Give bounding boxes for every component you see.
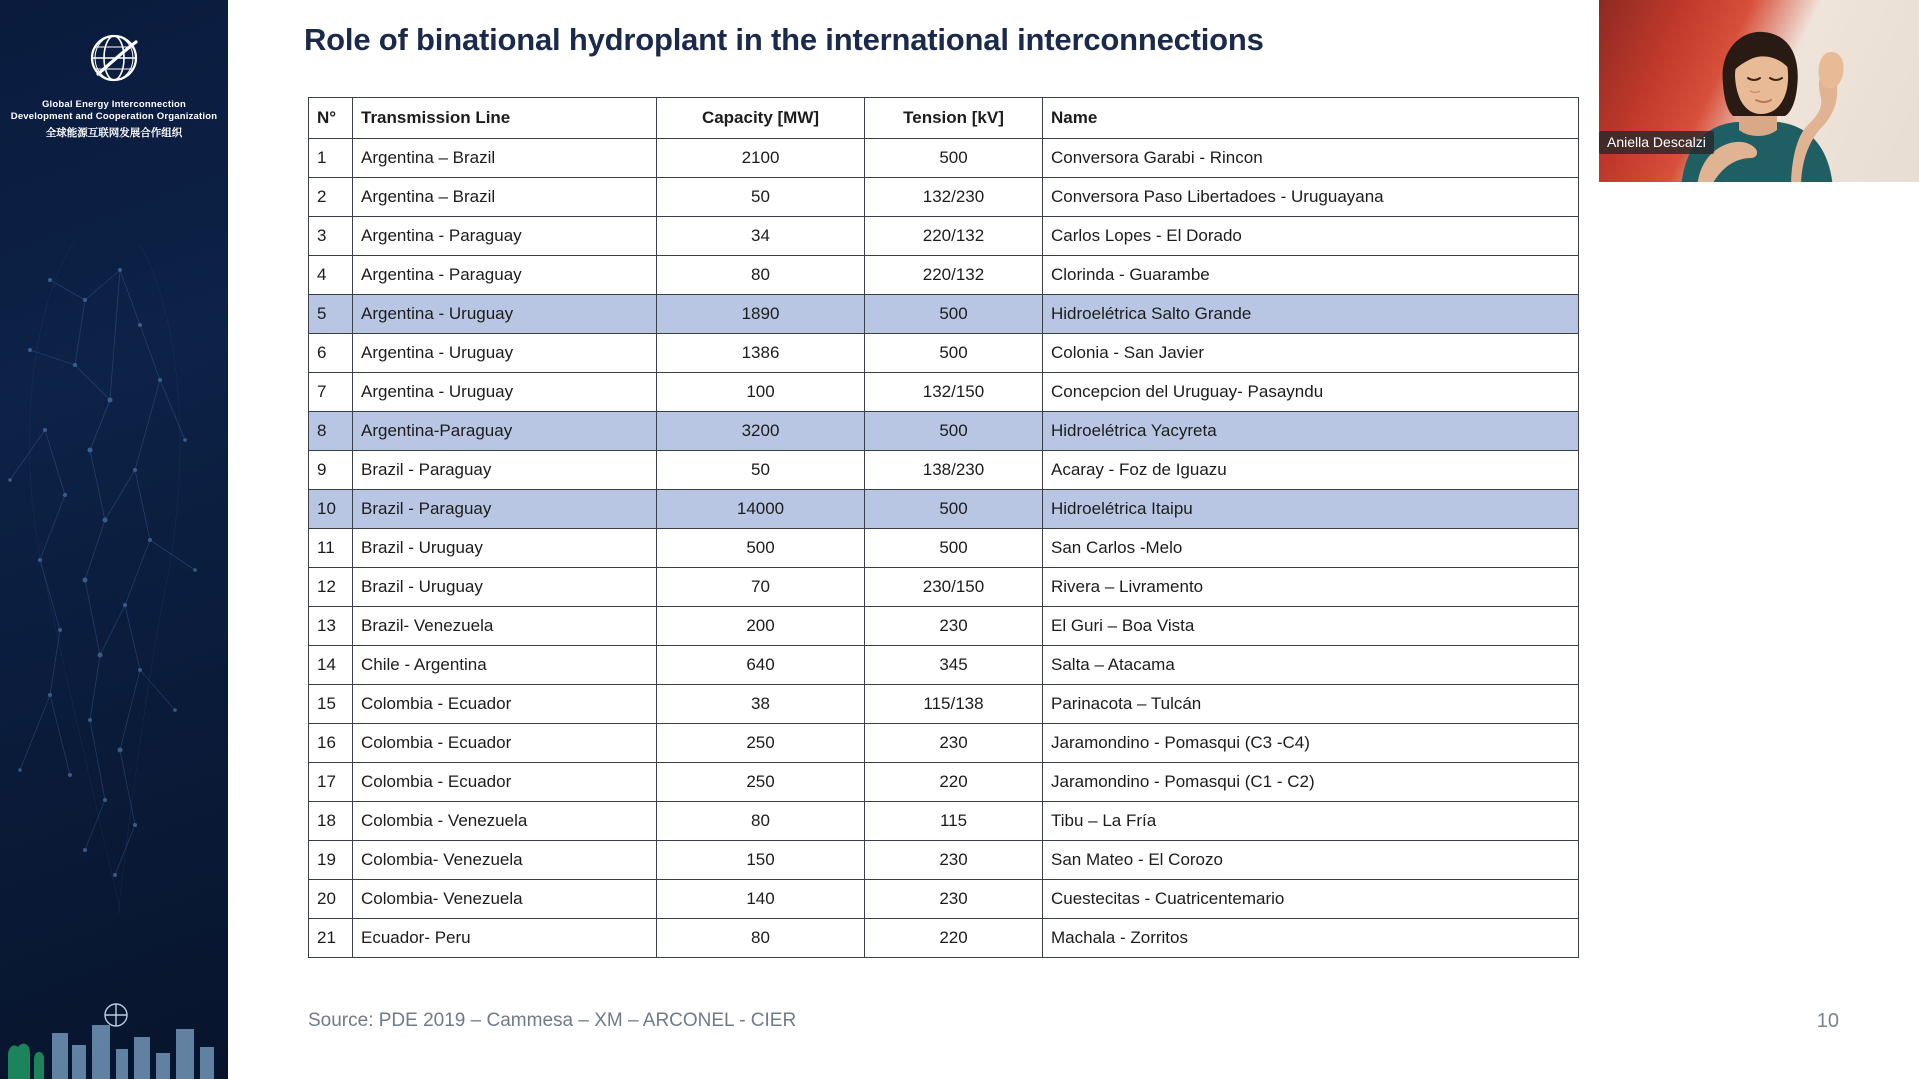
table-row xyxy=(309,217,1579,256)
cell-capacity: 140 xyxy=(657,880,865,919)
cell-transmission-line: Argentina - Uruguay xyxy=(353,295,657,334)
city-skyline-graphic xyxy=(0,959,228,1079)
cell-no: 14 xyxy=(309,646,353,685)
cell-transmission-line: Argentina - Paraguay xyxy=(353,256,657,295)
cell-capacity: 2100 xyxy=(657,139,865,178)
cell-no: 20 xyxy=(309,880,353,919)
cell-tension: 345 xyxy=(865,646,1043,685)
cell-tension: 230 xyxy=(865,841,1043,880)
cell-transmission-line: Argentina – Brazil xyxy=(353,178,657,217)
table-row xyxy=(309,529,1579,568)
cell-capacity: 100 xyxy=(657,373,865,412)
table-row xyxy=(309,880,1579,919)
table-row xyxy=(309,412,1579,451)
table-row xyxy=(309,802,1579,841)
cell-name: Conversora Paso Libertadoes - Uruguayana xyxy=(1043,178,1579,217)
cell-transmission-line: Colombia- Venezuela xyxy=(353,880,657,919)
cell-transmission-line: Colombia - Ecuador xyxy=(353,763,657,802)
cell-tension: 500 xyxy=(865,412,1043,451)
interconnections-table xyxy=(308,97,1579,958)
source-note: Source: PDE 2019 – Cammesa – XM – ARCONEL - CIER xyxy=(308,1010,797,1031)
cell-capacity: 250 xyxy=(657,724,865,763)
table-header-row xyxy=(309,98,1579,139)
cell-name: Machala - Zorritos xyxy=(1043,919,1579,958)
table-row xyxy=(309,919,1579,958)
cell-name: Conversora Garabi - Rincon xyxy=(1043,139,1579,178)
interconnections-table-wrap xyxy=(308,97,1578,958)
page-number: 10 xyxy=(1816,1010,1839,1032)
cell-name: Parinacota – Tulcán xyxy=(1043,685,1579,724)
cell-transmission-line: Colombia - Venezuela xyxy=(353,802,657,841)
video-participant-tile[interactable] xyxy=(1599,0,1919,182)
cell-name: Cuestecitas - Cuatricentemario xyxy=(1043,880,1579,919)
cell-no: 16 xyxy=(309,724,353,763)
column-header-name: Name xyxy=(1043,98,1579,139)
cell-capacity: 80 xyxy=(657,802,865,841)
cell-no: 2 xyxy=(309,178,353,217)
cell-tension: 138/230 xyxy=(865,451,1043,490)
cell-capacity: 34 xyxy=(657,217,865,256)
cell-capacity: 500 xyxy=(657,529,865,568)
cell-tension: 220 xyxy=(865,919,1043,958)
cell-transmission-line: Brazil - Paraguay xyxy=(353,451,657,490)
cell-name: San Mateo - El Corozo xyxy=(1043,841,1579,880)
cell-transmission-line: Argentina-Paraguay xyxy=(353,412,657,451)
table-row xyxy=(309,139,1579,178)
cell-name: Hidroelétrica Salto Grande xyxy=(1043,295,1579,334)
table-body xyxy=(309,139,1579,958)
cell-capacity: 200 xyxy=(657,607,865,646)
world-map-graphic xyxy=(0,150,228,950)
cell-tension: 115 xyxy=(865,802,1043,841)
cell-transmission-line: Chile - Argentina xyxy=(353,646,657,685)
table-row xyxy=(309,490,1579,529)
cell-transmission-line: Ecuador- Peru xyxy=(353,919,657,958)
cell-name: Colonia - San Javier xyxy=(1043,334,1579,373)
cell-capacity: 3200 xyxy=(657,412,865,451)
cell-name: Salta – Atacama xyxy=(1043,646,1579,685)
cell-name: Hidroelétrica Yacyreta xyxy=(1043,412,1579,451)
cell-transmission-line: Brazil - Uruguay xyxy=(353,568,657,607)
cell-no: 12 xyxy=(309,568,353,607)
cell-transmission-line: Brazil- Venezuela xyxy=(353,607,657,646)
cell-no: 9 xyxy=(309,451,353,490)
table-row xyxy=(309,295,1579,334)
table-row xyxy=(309,568,1579,607)
cell-capacity: 80 xyxy=(657,919,865,958)
cell-transmission-line: Brazil - Paraguay xyxy=(353,490,657,529)
table-header xyxy=(309,98,1579,139)
cell-name: Jaramondino - Pomasqui (C1 - C2) xyxy=(1043,763,1579,802)
cell-tension: 220 xyxy=(865,763,1043,802)
cell-name: Hidroelétrica Itaipu xyxy=(1043,490,1579,529)
cell-no: 3 xyxy=(309,217,353,256)
table-row xyxy=(309,451,1579,490)
cell-tension: 230 xyxy=(865,724,1043,763)
table-row xyxy=(309,607,1579,646)
cell-name: El Guri – Boa Vista xyxy=(1043,607,1579,646)
cell-capacity: 640 xyxy=(657,646,865,685)
cell-no: 19 xyxy=(309,841,353,880)
cell-tension: 220/132 xyxy=(865,217,1043,256)
cell-capacity: 150 xyxy=(657,841,865,880)
org-name-chinese: 全球能源互联网发展合作组织 xyxy=(45,127,183,139)
cell-capacity: 1386 xyxy=(657,334,865,373)
cell-transmission-line: Colombia - Ecuador xyxy=(353,685,657,724)
cell-no: 1 xyxy=(309,139,353,178)
cell-tension: 500 xyxy=(865,529,1043,568)
table-row xyxy=(309,724,1579,763)
table-row xyxy=(309,841,1579,880)
participant-video-image xyxy=(1651,18,1866,182)
cell-tension: 115/138 xyxy=(865,685,1043,724)
organization-logo xyxy=(0,28,228,141)
cell-no: 17 xyxy=(309,763,353,802)
participant-name-label: Aniella Descalzi xyxy=(1599,131,1714,154)
table-row xyxy=(309,685,1579,724)
cell-name: Concepcion del Uruguay- Pasayndu xyxy=(1043,373,1579,412)
cell-transmission-line: Argentina - Paraguay xyxy=(353,217,657,256)
cell-capacity: 250 xyxy=(657,763,865,802)
cell-tension: 220/132 xyxy=(865,256,1043,295)
cell-tension: 132/150 xyxy=(865,373,1043,412)
cell-name: Tibu – La Fría xyxy=(1043,802,1579,841)
cell-no: 10 xyxy=(309,490,353,529)
globe-grid-icon xyxy=(84,28,144,88)
cell-transmission-line: Colombia- Venezuela xyxy=(353,841,657,880)
cell-capacity: 14000 xyxy=(657,490,865,529)
cell-tension: 230 xyxy=(865,607,1043,646)
cell-transmission-line: Argentina - Uruguay xyxy=(353,373,657,412)
table-row xyxy=(309,256,1579,295)
cell-tension: 500 xyxy=(865,334,1043,373)
cell-transmission-line: Brazil - Uruguay xyxy=(353,529,657,568)
cell-no: 15 xyxy=(309,685,353,724)
cell-no: 6 xyxy=(309,334,353,373)
cell-tension: 500 xyxy=(865,295,1043,334)
cell-tension: 500 xyxy=(865,139,1043,178)
cell-name: Rivera – Livramento xyxy=(1043,568,1579,607)
column-header-line: Transmission Line xyxy=(353,98,657,139)
cell-tension: 500 xyxy=(865,490,1043,529)
cell-capacity: 70 xyxy=(657,568,865,607)
cell-no: 11 xyxy=(309,529,353,568)
cell-transmission-line: Argentina - Uruguay xyxy=(353,334,657,373)
table-row xyxy=(309,646,1579,685)
cell-name: San Carlos -Melo xyxy=(1043,529,1579,568)
cell-capacity: 1890 xyxy=(657,295,865,334)
slide-sidebar xyxy=(0,0,228,1079)
org-name-line2: Development and Cooperation Organization xyxy=(10,111,218,122)
cell-tension: 132/230 xyxy=(865,178,1043,217)
cell-no: 4 xyxy=(309,256,353,295)
table-row xyxy=(309,334,1579,373)
cell-capacity: 38 xyxy=(657,685,865,724)
column-header-tension: Tension [kV] xyxy=(865,98,1043,139)
cell-capacity: 80 xyxy=(657,256,865,295)
cell-no: 7 xyxy=(309,373,353,412)
cell-no: 21 xyxy=(309,919,353,958)
cell-no: 5 xyxy=(309,295,353,334)
table-row xyxy=(309,763,1579,802)
cell-name: Clorinda - Guarambe xyxy=(1043,256,1579,295)
cell-no: 18 xyxy=(309,802,353,841)
table-row xyxy=(309,178,1579,217)
cell-transmission-line: Argentina – Brazil xyxy=(353,139,657,178)
cell-no: 13 xyxy=(309,607,353,646)
cell-transmission-line: Colombia - Ecuador xyxy=(353,724,657,763)
cell-tension: 230/150 xyxy=(865,568,1043,607)
cell-name: Carlos Lopes - El Dorado xyxy=(1043,217,1579,256)
org-name-line1: Global Energy Interconnection xyxy=(41,99,187,110)
cell-name: Jaramondino - Pomasqui (C3 -C4) xyxy=(1043,724,1579,763)
cell-name: Acaray - Foz de Iguazu xyxy=(1043,451,1579,490)
cell-tension: 230 xyxy=(865,880,1043,919)
cell-no: 8 xyxy=(309,412,353,451)
column-header-no: N° xyxy=(309,98,353,139)
cell-capacity: 50 xyxy=(657,178,865,217)
table-row xyxy=(309,373,1579,412)
column-header-capacity: Capacity [MW] xyxy=(657,98,865,139)
cell-capacity: 50 xyxy=(657,451,865,490)
page-title: Role of binational hydroplant in the international interconnections xyxy=(304,22,1264,57)
